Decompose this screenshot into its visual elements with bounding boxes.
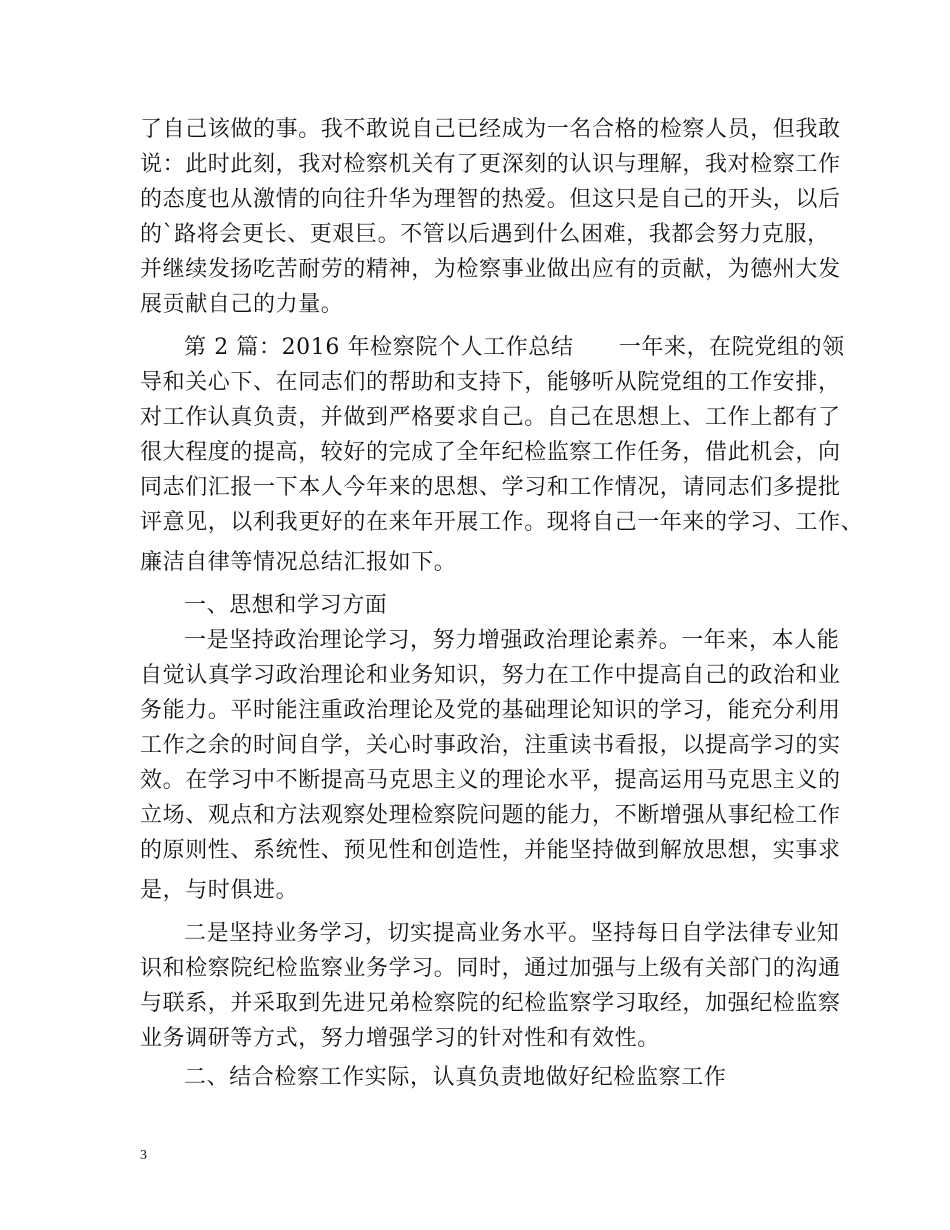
section-heading-line: 第 2 篇：2016 年检察院个人工作总结 一年来，在院党组的领 bbox=[184, 335, 845, 360]
text-line: 效。在学习中不断提高马克思主义的理论水平，提高运用马克思主义的 bbox=[140, 768, 841, 793]
text-line: 对工作认真负责，并做到严格要求自己。自己在思想上、工作上都有了 bbox=[140, 405, 841, 430]
text-line: 说：此时此刻，我对检察机关有了更深刻的认识与理解，我对检察工作 bbox=[140, 152, 841, 177]
text-line: 评意见，以利我更好的在来年开展工作。现将自己一年来的学习、工作、 bbox=[140, 510, 864, 535]
text-line: 自觉认真学习政治理论和业务知识，努力在工作中提高自己的政治和业 bbox=[140, 663, 841, 688]
text-line: 识和检察院纪检监察业务学习。同时，通过加强与上级有关部门的沟通 bbox=[140, 956, 841, 981]
text-line: 廉洁自律等情况总结汇报如下。 bbox=[140, 550, 457, 575]
text-line: 与联系，并采取到先进兄弟检察院的纪检监察学习取经，加强纪检监察 bbox=[140, 991, 841, 1016]
text-line: 并继续发扬吃苦耐劳的精神，为检察事业做出应有的贡献，为德州大发 bbox=[140, 257, 841, 282]
text-line: 工作之余的时间自学，关心时事政治，注重读书看报，以提高学习的实 bbox=[140, 733, 841, 758]
page-number: 3 bbox=[140, 1148, 147, 1163]
text-line: 务能力。平时能注重政治理论及党的基础理论知识的学习，能充分利用 bbox=[140, 698, 841, 723]
text-line: 立场、观点和方法观察处理检察院问题的能力，不断增强从事纪检工作 bbox=[140, 803, 841, 828]
subheading-line: 二、结合检察工作实际，认真负责地做好纪检监察工作 bbox=[184, 1065, 727, 1090]
text-line: 二是坚持业务学习，切实提高业务水平。坚持每日自学法律专业知 bbox=[184, 921, 840, 946]
text-line: 同志们汇报一下本人今年来的思想、学习和工作情况，请同志们多提批 bbox=[140, 475, 841, 500]
text-line: 的`路将会更长、更艰巨。不管以后遇到什么困难，我都会努力克服， bbox=[140, 222, 830, 247]
subheading-line: 一、思想和学习方面 bbox=[184, 593, 388, 618]
text-line: 的态度也从激情的向往升华为理智的热爱。但这只是自己的开头，以后 bbox=[140, 187, 841, 212]
text-line: 很大程度的提高，较好的完成了全年纪检监察工作任务，借此机会，向 bbox=[140, 440, 841, 465]
text-line: 导和关心下、在同志们的帮助和支持下，能够听从院党组的工作安排， bbox=[140, 370, 841, 395]
text-line: 的原则性、系统性、预见性和创造性，并能坚持做到解放思想，实事求 bbox=[140, 838, 841, 863]
text-line: 是，与时俱进。 bbox=[140, 878, 299, 903]
text-line: 展贡献自己的力量。 bbox=[140, 292, 344, 317]
text-line: 业务调研等方式，努力增强学习的针对性和有效性。 bbox=[140, 1026, 660, 1051]
text-line: 了自己该做的事。我不敢说自己已经成为一名合格的检察人员，但我敢 bbox=[140, 117, 841, 142]
text-line: 一是坚持政治理论学习，努力增强政治理论素养。一年来，本人能 bbox=[184, 628, 840, 653]
